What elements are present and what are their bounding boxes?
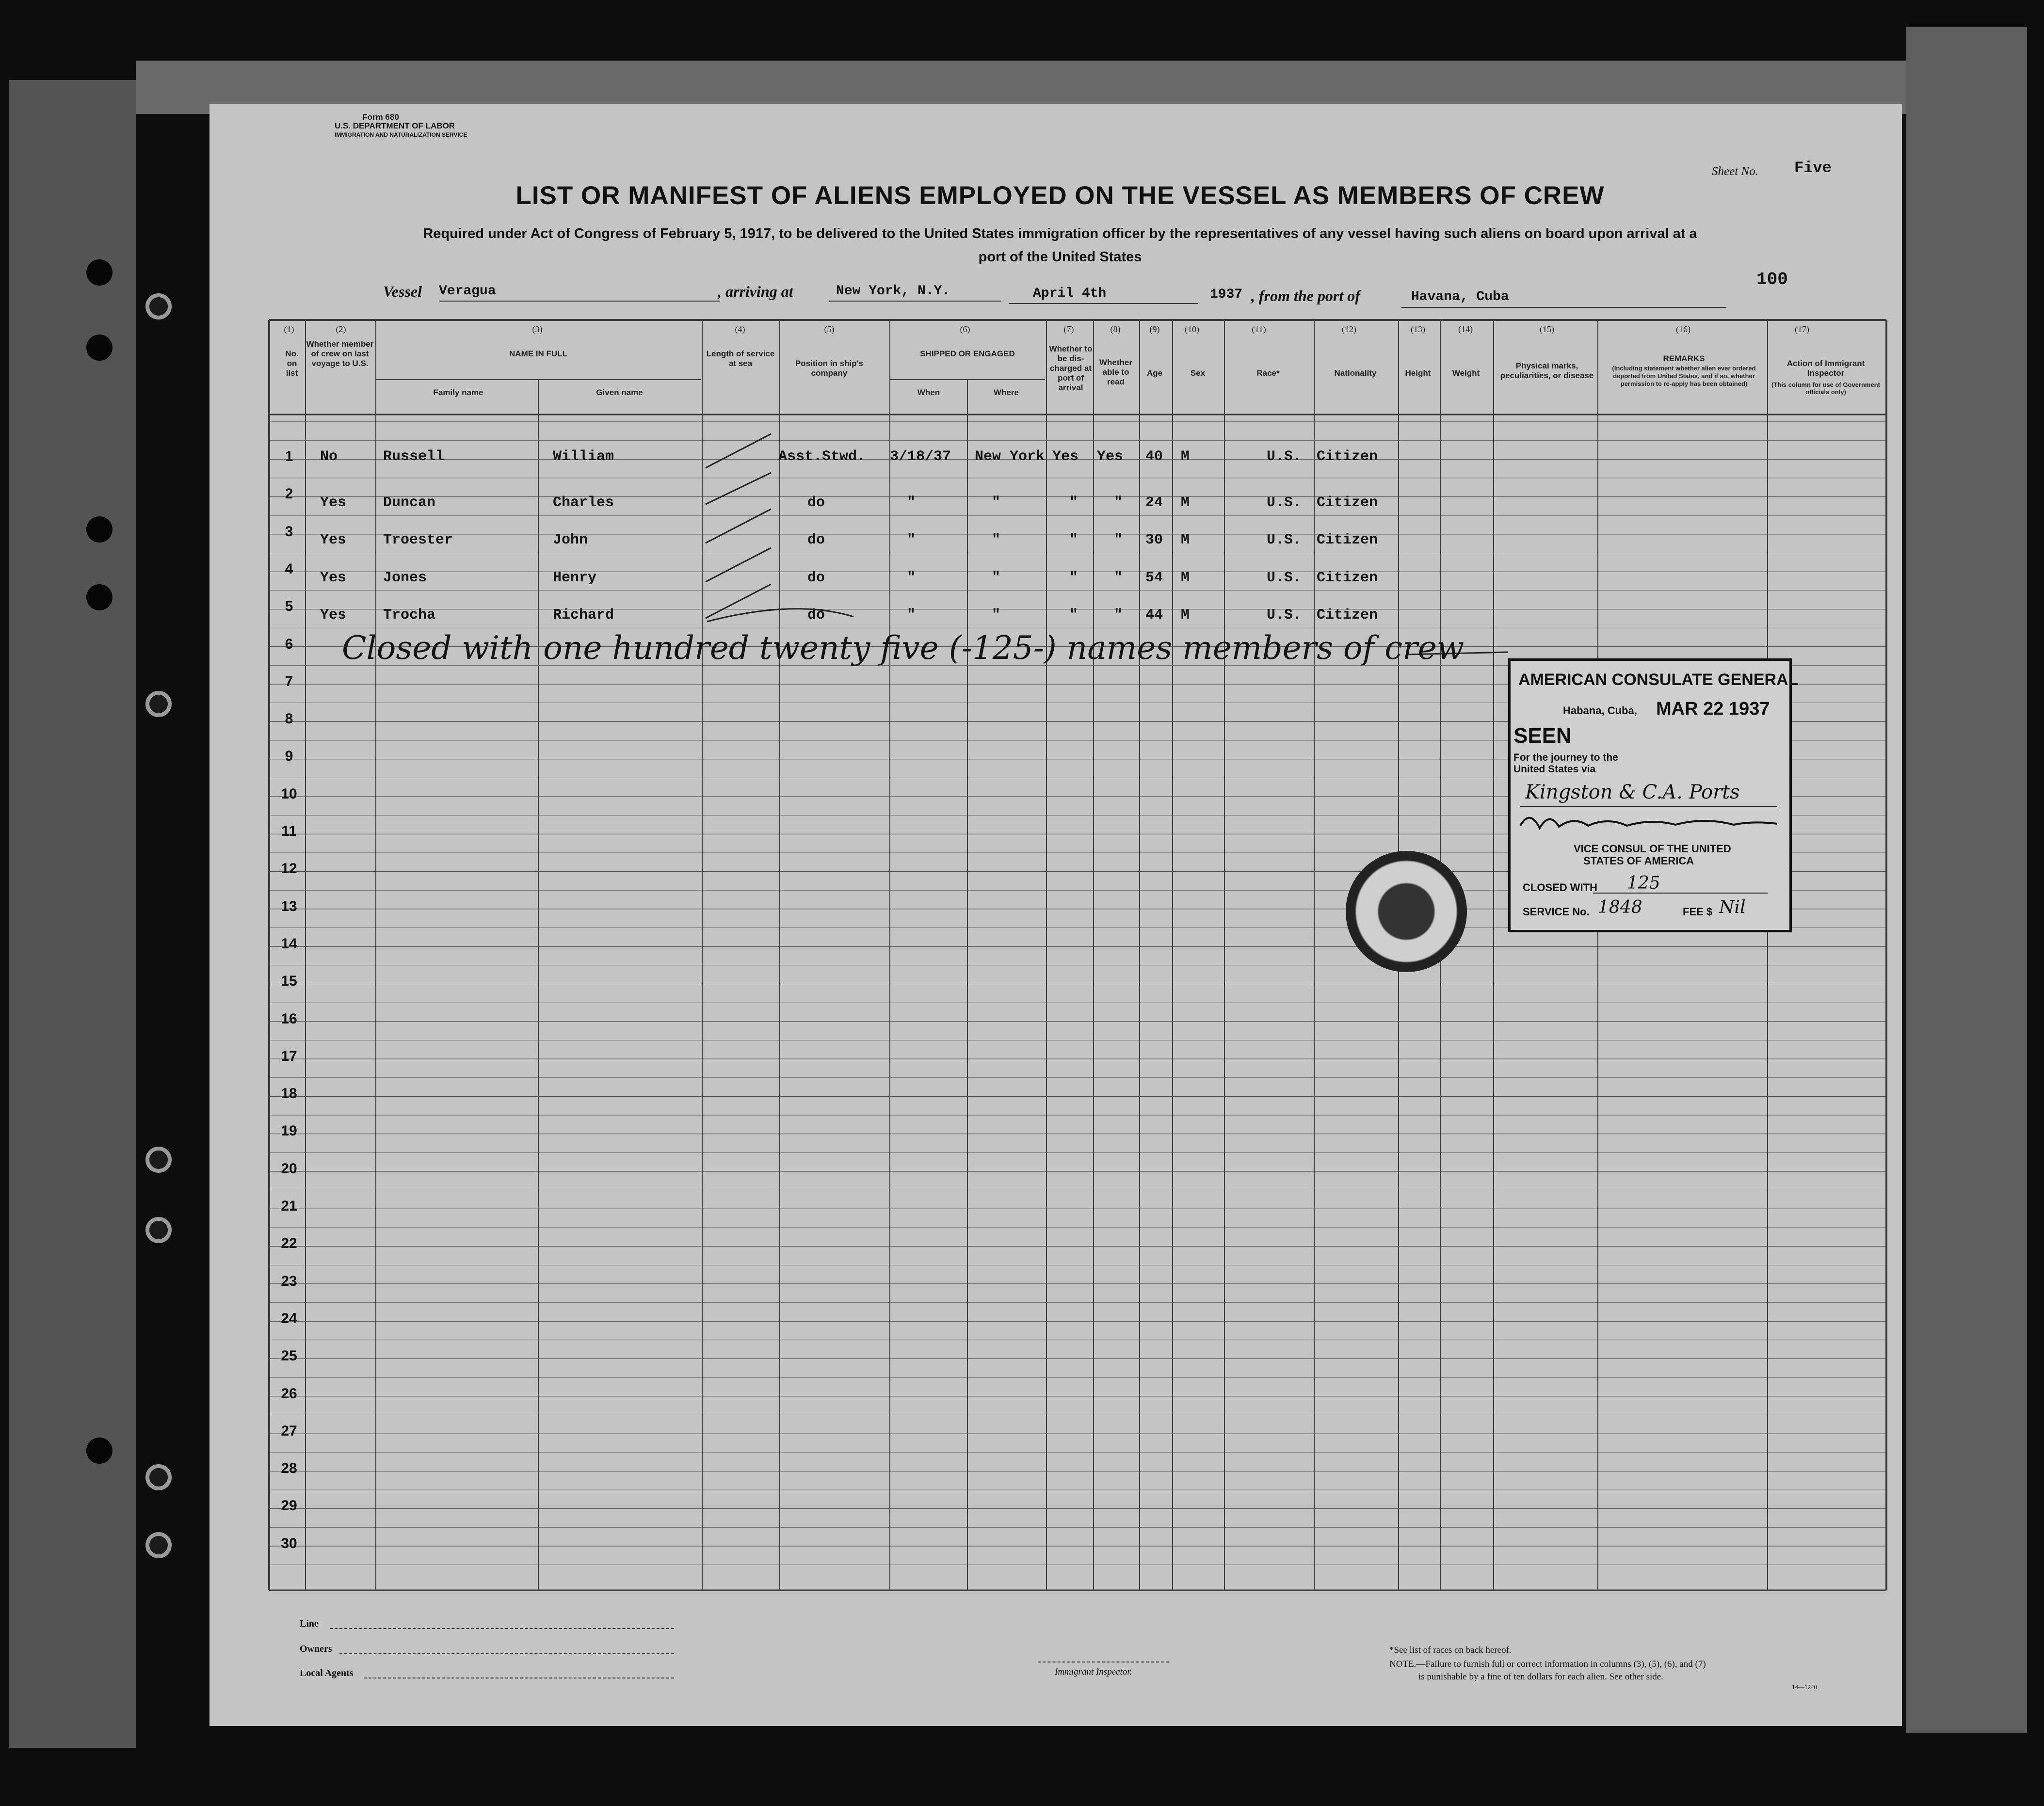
header-physical-marks: Physical marks, peculiarities, or disease [1500, 361, 1594, 380]
hand-stroke [706, 548, 771, 582]
column-number: (5) [824, 324, 835, 334]
stamp-fee-label: FEE $ [1683, 906, 1713, 918]
hand-stroke [706, 473, 771, 504]
header-given-name: Given name [596, 388, 643, 397]
position: do [807, 607, 825, 623]
row-number: 22 [281, 1235, 297, 1252]
row-number: 1 [285, 448, 293, 464]
given-name: William [553, 448, 614, 465]
age: 44 [1145, 607, 1163, 623]
row-number: 18 [281, 1086, 297, 1102]
sheet-label: Sheet No. [1712, 165, 1758, 178]
nationality: Citizen [1317, 607, 1378, 623]
row-number: 21 [281, 1198, 297, 1214]
shipped-when: " [907, 495, 916, 511]
row-number: 14 [281, 935, 297, 952]
row-number: 24 [281, 1310, 297, 1327]
race: U.S. [1267, 570, 1302, 586]
shipped-when: 3/18/37 [890, 448, 951, 465]
stamp-closed-label: CLOSED WITH [1523, 881, 1597, 894]
discharged: " [1069, 570, 1078, 586]
header-nationality: Nationality [1334, 368, 1377, 378]
race: U.S. [1267, 532, 1302, 548]
page-title: LIST OR MANIFEST OF ALIENS EMPLOYED ON THE VESSEL AS MEMBERS OF CREW [515, 181, 1605, 210]
footer-owners-label: Owners [300, 1644, 332, 1654]
nationality: Citizen [1317, 532, 1378, 548]
signature-stroke [1520, 818, 1777, 828]
column-number: (1) [284, 324, 294, 334]
row-number: 12 [281, 861, 297, 877]
crew-member-flag: Yes [320, 532, 347, 548]
age: 24 [1145, 495, 1163, 511]
row-number: 10 [281, 785, 297, 802]
arrival-port: New York, N.Y. [836, 284, 950, 299]
vessel-label: Vessel [383, 283, 422, 300]
hand-stroke [706, 434, 771, 468]
position: do [807, 495, 825, 511]
age: 40 [1145, 448, 1163, 465]
crew-member-flag: Yes [320, 607, 347, 623]
stamp-closed-underline [1593, 893, 1768, 894]
race: U.S. [1267, 448, 1302, 465]
sex: M [1181, 448, 1190, 465]
footer-races-note: *See list of races on back hereof. [1389, 1645, 1512, 1655]
row-number: 6 [285, 636, 293, 652]
header-name-in-full: NAME IN FULL [509, 349, 567, 358]
stamp-journey-line-2: United States via [1513, 764, 1596, 775]
subtitle-line-1: Required under Act of Congress of February 5, 1917, to be delivered to the United States immigration officer by the representatives of any vessel having such aliens on board upon arrival at a [423, 226, 1697, 241]
sex: M [1181, 532, 1190, 548]
header-action-note: (This column for use of Government officials only) [1771, 381, 1880, 396]
given-name: Charles [553, 495, 614, 511]
header-weight: Weight [1452, 368, 1480, 378]
hand-stroke [706, 509, 771, 543]
header-length-of-service: Length of service at sea [706, 349, 775, 368]
row-number: 28 [281, 1460, 297, 1477]
column-number: (2) [336, 324, 346, 334]
arrival-year: 1937 [1210, 287, 1243, 302]
row-number: 13 [281, 898, 297, 914]
closing-note: Closed with one hundred twenty five (-125-) names members of crew [342, 629, 1465, 667]
able-to-read: " [1114, 495, 1123, 511]
discharged: " [1069, 607, 1078, 623]
row-number: 8 [285, 711, 293, 727]
sex: M [1181, 495, 1190, 511]
stamp-service-value: 1848 [1598, 897, 1642, 917]
stamp-place: Habana, Cuba, [1563, 704, 1637, 717]
stamp-title: AMERICAN CONSULATE GENERAL [1518, 671, 1799, 689]
stamp-date: MAR 22 1937 [1656, 699, 1770, 719]
shipped-when: " [907, 570, 916, 586]
row-number: 23 [281, 1273, 297, 1289]
row-number: 17 [281, 1048, 297, 1064]
service-name: IMMIGRATION AND NATURALIZATION SERVICE [335, 131, 467, 138]
header-age: Age [1146, 368, 1163, 378]
discharged: " [1069, 532, 1078, 548]
row-number: 5 [285, 598, 293, 615]
able-to-read: " [1114, 607, 1123, 623]
shipped-when: " [907, 607, 916, 623]
stamp-seen: SEEN [1513, 724, 1572, 748]
row-number: 19 [281, 1123, 297, 1139]
vessel-name: Veragua [439, 284, 496, 299]
stamp-journey-line-1: For the journey to the [1513, 752, 1618, 763]
row-number: 16 [281, 1010, 297, 1027]
from-port-label: , from the port of [1251, 287, 1360, 304]
stamp-service-label: SERVICE No. [1523, 906, 1590, 918]
header-height: Height [1405, 368, 1431, 378]
given-name: John [553, 532, 588, 548]
column-number: (12) [1342, 324, 1356, 334]
stamp-fee-value: Nil [1719, 897, 1746, 917]
position: do [807, 532, 825, 548]
column-number: (7) [1063, 324, 1074, 334]
header-able-to-read: Whether able to read [1099, 358, 1132, 386]
header-position: Position in ship's company [795, 359, 864, 378]
column-number: (6) [960, 324, 970, 334]
family-name: Duncan [383, 495, 436, 511]
department-name: U.S. DEPARTMENT OF LABOR [335, 121, 455, 130]
discharged: " [1069, 495, 1078, 511]
shipped-where: " [992, 495, 1001, 511]
row-number: 11 [281, 823, 297, 839]
race: U.S. [1267, 607, 1302, 623]
footer-print-code: 14—1240 [1792, 1683, 1817, 1691]
subtitle-line-2: port of the United States [978, 249, 1142, 265]
row-number: 25 [281, 1348, 297, 1364]
able-to-read: " [1114, 532, 1123, 548]
header-shipped-or-engaged: SHIPPED OR ENGAGED [920, 349, 1015, 358]
header-whether-member: Whether member of crew on last voyage to U.S. [306, 339, 374, 368]
header-remarks: REMARKS [1663, 354, 1705, 363]
position: Asst.Stwd. [778, 448, 866, 465]
able-to-read: Yes [1097, 448, 1124, 465]
nationality: Citizen [1317, 570, 1378, 586]
family-name: Troester [383, 532, 453, 548]
nationality: Citizen [1317, 495, 1378, 511]
row-number: 4 [285, 560, 293, 577]
form-number: Form 680 [362, 112, 399, 122]
header-race: Race* [1256, 368, 1280, 378]
page-number: 100 [1756, 270, 1788, 289]
footer-owners-field [339, 1653, 674, 1654]
able-to-read: " [1114, 570, 1123, 586]
column-number: (3) [532, 324, 543, 334]
header-discharged: Whether to be dis-charged at port of arrival [1049, 344, 1093, 392]
shipped-where: New York [975, 448, 1045, 465]
family-name: Trocha [383, 607, 436, 623]
arrival-date: April 4th [1033, 286, 1107, 301]
stamp-consul-line-2: STATES OF AMERICA [1583, 855, 1694, 867]
sheet-number: Five [1794, 159, 1832, 177]
crew-member-flag: Yes [320, 495, 347, 511]
column-number: (15) [1540, 324, 1554, 334]
row-number: 9 [285, 748, 293, 765]
consul-signature [1511, 806, 1787, 840]
header-where: Where [994, 388, 1019, 397]
shipped-where: " [992, 607, 1001, 623]
crew-member-flag: Yes [320, 570, 347, 586]
footer-line-label: Line [300, 1618, 319, 1629]
column-number: (16) [1676, 324, 1690, 334]
shipped-where: " [992, 570, 1001, 586]
row-number: 7 [285, 673, 293, 689]
crew-member-flag: No [320, 448, 338, 465]
footer-note-line-1: NOTE.—Failure to furnish full or correct information in columns (3), (5), (6), and (7) [1389, 1659, 1706, 1669]
arriving-label: , arriving at [718, 283, 793, 300]
stamp-consul-line-1: VICE CONSUL OF THE UNITED [1574, 843, 1731, 855]
sex: M [1181, 570, 1190, 586]
footer-inspector-label: Immigrant Inspector. [1055, 1667, 1132, 1677]
row-number: 3 [285, 523, 293, 540]
stamp-closed-value: 125 [1627, 873, 1660, 893]
hand-stroke [706, 584, 771, 618]
footer-line-field [330, 1628, 674, 1629]
header-action: Action of Immigrant Inspector [1786, 359, 1865, 378]
column-number: (11) [1252, 324, 1266, 334]
consulate-stamp [1508, 658, 1799, 932]
hand-stroke [707, 609, 853, 622]
footer-note-line-2: is punishable by a fine of ten dollars for each alien. See other side. [1418, 1672, 1663, 1682]
column-number: (10) [1185, 324, 1199, 334]
row-number: 27 [281, 1422, 297, 1439]
column-number: (8) [1110, 324, 1121, 334]
column-number: (9) [1149, 324, 1160, 334]
row-number: 20 [281, 1160, 297, 1177]
stamp-via: Kingston & C.A. Ports [1525, 781, 1740, 803]
row-number: 29 [281, 1498, 297, 1514]
header-remarks-note: (Including statement whether alien ever ordered deported from United States, and if so, whether permission to re-apply has been obtained) [1612, 365, 1756, 387]
shipped-where: " [992, 532, 1001, 548]
column-number: (13) [1411, 324, 1425, 334]
family-name: Jones [383, 570, 427, 586]
family-name: Russell [383, 448, 445, 465]
given-name: Henry [553, 570, 597, 586]
race: U.S. [1267, 495, 1302, 511]
column-number: (4) [735, 324, 745, 334]
row-number: 2 [285, 486, 293, 502]
given-name: Richard [553, 607, 614, 623]
discharged: Yes [1052, 448, 1079, 465]
row-number: 15 [281, 973, 297, 990]
nationality: Citizen [1317, 448, 1378, 465]
departure-port: Havana, Cuba [1411, 289, 1509, 304]
header-family-name: Family name [433, 388, 483, 397]
column-number: (17) [1795, 324, 1809, 334]
column-number: (14) [1458, 324, 1473, 334]
age: 30 [1145, 532, 1163, 548]
footer-agents-label: Local Agents [300, 1668, 354, 1678]
age: 54 [1145, 570, 1163, 586]
sex: M [1181, 607, 1190, 623]
position: do [807, 570, 825, 586]
row-number: 30 [281, 1535, 297, 1551]
row-number: 26 [281, 1385, 297, 1402]
shipped-when: " [907, 532, 916, 548]
header-sex: Sex [1190, 368, 1206, 378]
header-no-on-list: No. on list [285, 349, 299, 378]
consulate-seal [1346, 851, 1467, 972]
header-when: When [917, 388, 940, 397]
